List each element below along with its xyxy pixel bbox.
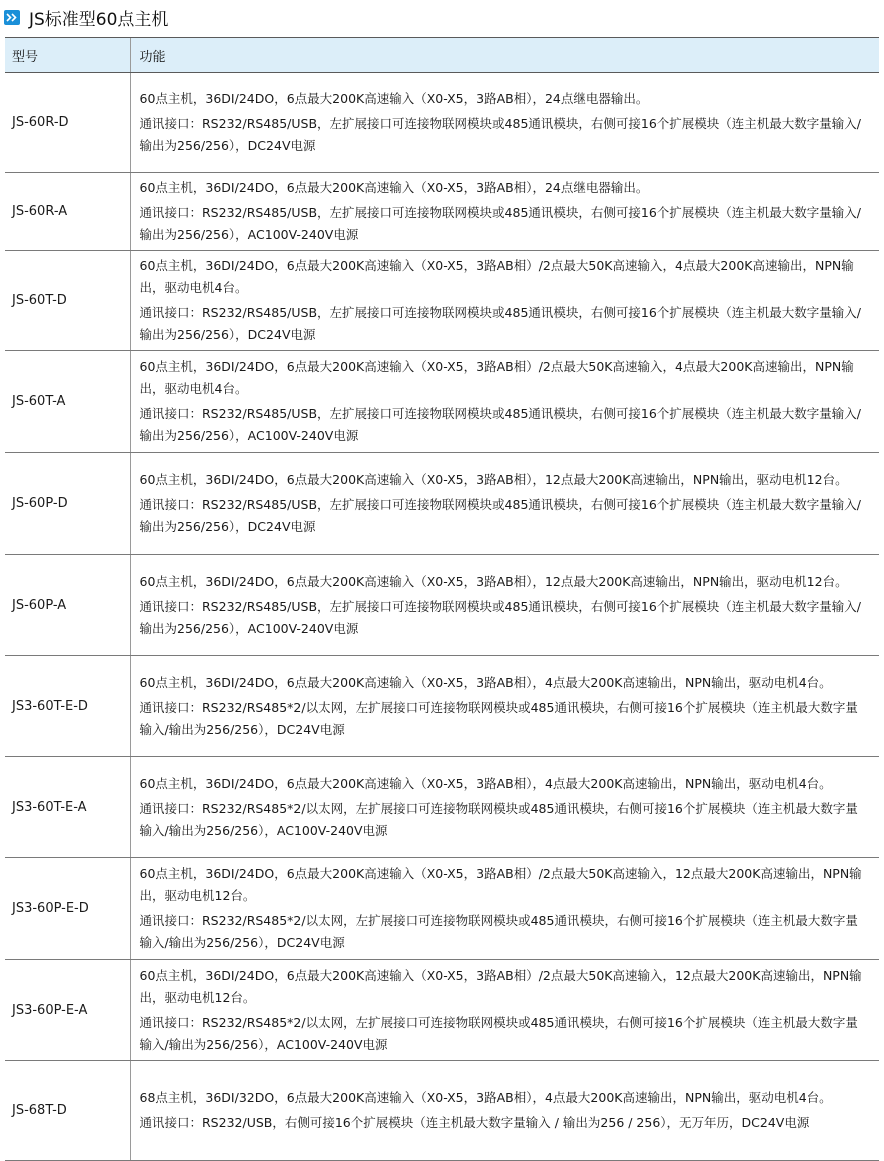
column-header-function: 功能 xyxy=(130,38,879,73)
model-cell: JS-60T-A xyxy=(5,351,130,453)
model-cell: JS-68T-D xyxy=(5,1061,130,1161)
function-spec-line: 68点主机，36DI/32DO，6点最大200K高速输入（X0-X5，3路AB相），4点最大200K高速输出，NPN输出，驱动电机4台。 xyxy=(139,1090,832,1105)
function-spec-line: 60点主机，36DI/24DO，6点最大200K高速输入（X0-X5，3路AB相），4点最大200K高速输出，NPN输出，驱动电机4台。 xyxy=(139,674,832,690)
model-cell: JS-60R-D xyxy=(5,73,130,173)
function-comm-line: 通讯接口：RS232/RS485/USB，左扩展接口可连接物联网模块或485通讯模块，右侧可接16个扩展模块（连主机最大数字量输入/输出为256/256），AC100V-240V电源 xyxy=(139,598,862,636)
function-cell xyxy=(130,173,879,251)
function-spec-line: 60点主机，36DI/24DO，6点最大200K高速输入（X0-X5，3路AB相），24点继电器输出。 xyxy=(139,180,649,195)
function-cell xyxy=(130,73,879,173)
function-cell xyxy=(130,960,879,1061)
function-comm-line: 通讯接口：RS232/RS485/USB，左扩展接口可连接物联网模块或485通讯模块，右侧可接16个扩展模块（连主机最大数字量输入/输出为256/256），DC24V电源 xyxy=(139,116,862,153)
table-row xyxy=(5,960,879,1061)
function-spec-line: 60点主机，36DI/24DO，6点最大200K高速输入（X0-X5，3路AB相）/2点最大50K高速输入，4点最大200K高速输出，NPN输出，驱动电机4台。 xyxy=(139,359,854,396)
function-comm-line: 通讯接口：RS232/RS485*2/以太网，左扩展接口可连接物联网模块或485通讯模块，右侧可接16个扩展模块（连主机最大数字量输入/输出为256/256），DC24V电源 xyxy=(139,699,858,737)
model-cell: JS3-60P-E-A xyxy=(5,960,130,1061)
function-spec-line: 60点主机，36DI/24DO，6点最大200K高速输入（X0-X5，3路AB相），4点最大200K高速输出，NPN输出，驱动电机4台。 xyxy=(139,775,832,791)
function-spec-line: 60点主机，36DI/24DO，6点最大200K高速输入（X0-X5，3路AB相），12点最大200K高速输出，NPN输出，驱动电机12台。 xyxy=(139,472,848,487)
function-cell xyxy=(130,656,879,757)
model-cell: JS3-60T-E-D xyxy=(5,656,130,757)
function-cell xyxy=(130,555,879,656)
function-comm-line: 通讯接口：RS232/RS485*2/以太网，左扩展接口可连接物联网模块或485通讯模块，右侧可接16个扩展模块（连主机最大数字量输入/输出为256/256），AC100V-240V电源 xyxy=(139,1014,858,1052)
function-spec-line: 60点主机，36DI/24DO，6点最大200K高速输入（X0-X5，3路AB相）/2点最大50K高速输入，12点最大200K高速输出，NPN输出，驱动电机12台。 xyxy=(139,967,862,1005)
function-cell xyxy=(130,453,879,555)
function-spec-line: 60点主机，36DI/24DO，6点最大200K高速输入（X0-X5，3路AB相）/2点最大50K高速输入，12点最大200K高速输出，NPN输出，驱动电机12台。 xyxy=(139,866,862,903)
function-comm-line: 通讯接口：RS232/RS485/USB，左扩展接口可连接物联网模块或485通讯模块，右侧可接16个扩展模块（连主机最大数字量输入/输出为256/256），DC24V电源 xyxy=(139,497,862,534)
table-header-row xyxy=(5,38,879,73)
function-comm-line: 通讯接口：RS232/RS485/USB，左扩展接口可连接物联网模块或485通讯模块，右侧可接16个扩展模块（连主机最大数字量输入/输出为256/256），AC100V-240V电源 xyxy=(139,406,862,443)
function-spec-line: 60点主机，36DI/24DO，6点最大200K高速输入（X0-X5，3路AB相）/2点最大50K高速输入，4点最大200K高速输出，NPN输出，驱动电机4台。 xyxy=(139,258,854,295)
function-cell xyxy=(130,757,879,858)
table-row xyxy=(5,757,879,858)
model-cell: JS-60R-A xyxy=(5,173,130,251)
table-row xyxy=(5,173,879,251)
model-cell: JS-60P-A xyxy=(5,555,130,656)
function-spec-line: 60点主机，36DI/24DO，6点最大200K高速输入（X0-X5，3路AB相），24点继电器输出。 xyxy=(139,91,649,106)
function-spec-line: 60点主机，36DI/24DO，6点最大200K高速输入（X0-X5，3路AB相），12点最大200K高速输出，NPN输出，驱动电机12台。 xyxy=(139,573,848,589)
model-cell: JS-60P-D xyxy=(5,453,130,555)
function-comm-line: 通讯接口：RS232/USB，右侧可接16个扩展模块（连主机最大数字量输入 / 输出为256 / 256），无万年历，DC24V电源 xyxy=(139,1115,810,1130)
table-row xyxy=(5,453,879,555)
function-cell xyxy=(130,858,879,960)
function-cell xyxy=(130,251,879,351)
page-title: JS标准型60点主机 xyxy=(29,9,169,30)
model-cell: JS3-60P-E-D xyxy=(5,858,130,960)
table-row xyxy=(5,251,879,351)
table-row xyxy=(5,73,879,173)
column-header-model: 型号 xyxy=(5,38,130,73)
model-cell: JS-60T-D xyxy=(5,251,130,351)
table-row xyxy=(5,656,879,757)
section-title-bar xyxy=(4,4,168,30)
function-cell xyxy=(130,351,879,453)
table-row xyxy=(5,858,879,960)
function-comm-line: 通讯接口：RS232/RS485*2/以太网，左扩展接口可连接物联网模块或485通讯模块，右侧可接16个扩展模块（连主机最大数字量输入/输出为256/256），DC24V电源 xyxy=(139,913,858,950)
function-comm-line: 通讯接口：RS232/RS485*2/以太网，左扩展接口可连接物联网模块或485通讯模块，右侧可接16个扩展模块（连主机最大数字量输入/输出为256/256），AC100V-240V电源 xyxy=(139,800,858,838)
table-row xyxy=(5,1061,879,1161)
table-row xyxy=(5,555,879,656)
model-cell: JS3-60T-E-A xyxy=(5,757,130,858)
function-comm-line: 通讯接口：RS232/RS485/USB，左扩展接口可连接物联网模块或485通讯模块，右侧可接16个扩展模块（连主机最大数字量输入/输出为256/256），DC24V电源 xyxy=(139,305,862,342)
function-comm-line: 通讯接口：RS232/RS485/USB，左扩展接口可连接物联网模块或485通讯模块，右侧可接16个扩展模块（连主机最大数字量输入/输出为256/256），AC100V-240V电源 xyxy=(139,205,862,242)
function-cell xyxy=(130,1061,879,1161)
table-row xyxy=(5,351,879,453)
spec-table xyxy=(5,37,879,1161)
double-chevron-right-icon xyxy=(4,10,20,25)
